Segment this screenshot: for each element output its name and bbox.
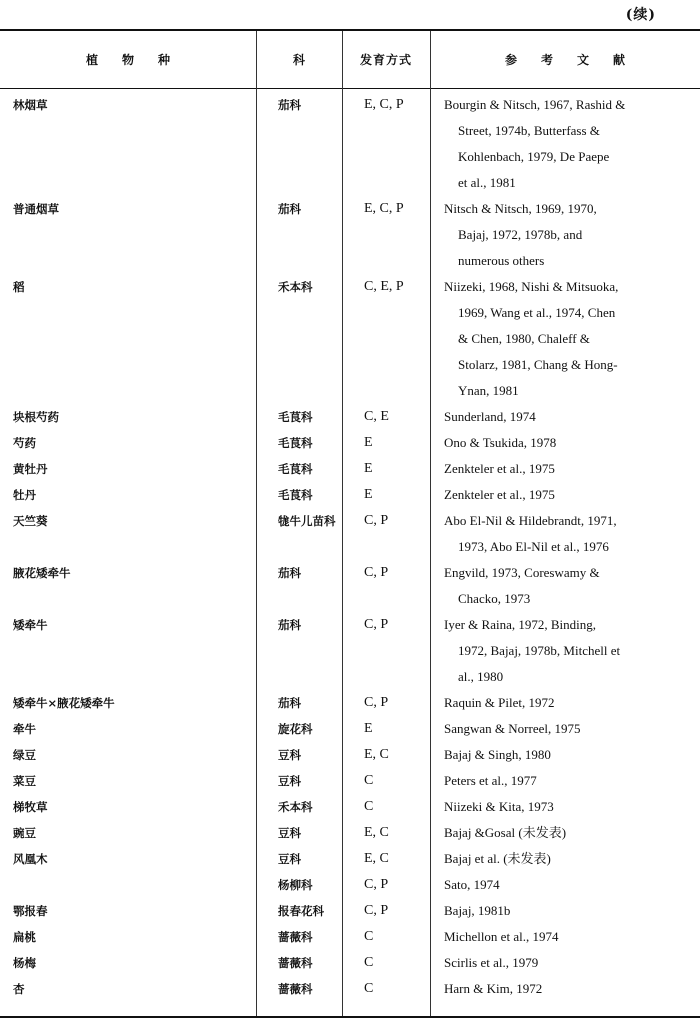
family-cell: 毛茛科 [278, 410, 313, 424]
plant-species-cell: 矮牵牛 [13, 618, 48, 632]
method-cell: C [364, 799, 374, 814]
reference-line: Sangwan & Norreel, 1975 [444, 721, 581, 736]
reference-cell [430, 898, 700, 924]
reference-line: Zenkteler et al., 1975 [444, 487, 555, 502]
reference-line: Abo El-Nil & Hildebrandt, 1971, [444, 513, 617, 528]
family-cell: 豆科 [278, 826, 301, 840]
table-row [0, 92, 700, 196]
table-row [0, 508, 700, 560]
reference-line: Ono & Tsukida, 1978 [444, 435, 557, 450]
method-cell: C, P [364, 565, 389, 580]
method-cell: E, C, P [364, 97, 404, 112]
reference-line: Iyer & Raina, 1972, Binding, [444, 617, 597, 632]
reference-cell [430, 976, 700, 1002]
family-cell: 蔷薇科 [278, 956, 313, 970]
reference-cell [430, 690, 700, 716]
table-row [0, 846, 700, 872]
family-cell: 茄科 [278, 98, 301, 112]
method-cell: C, P [364, 877, 389, 892]
table-body [0, 92, 700, 1002]
plant-species-cell: 块根芍药 [13, 410, 59, 424]
family-cell: 禾本科 [278, 280, 313, 294]
table-row [0, 976, 700, 1002]
method-cell: E [364, 721, 373, 736]
reference-line: 1973, Abo El-Nil et al., 1976 [458, 539, 609, 554]
family-cell: 毛茛科 [278, 436, 313, 450]
table-row [0, 690, 700, 716]
reference-line: Niizeki & Kita, 1973 [444, 799, 554, 814]
method-cell: E [364, 461, 373, 476]
reference-line: Ynan, 1981 [458, 383, 519, 398]
reference-line: 1972, Bajaj, 1978b, Mitchell et [458, 643, 621, 658]
plant-species-cell [0, 872, 256, 898]
plant-species-cell: 菜豆 [13, 774, 36, 788]
plant-species-cell: 梯牧草 [13, 800, 48, 814]
reference-line: Harn & Kim, 1972 [444, 981, 543, 996]
reference-line: Bajaj &Gosal (未发表) [444, 825, 567, 840]
plant-species-cell: 芍药 [13, 436, 36, 450]
reference-cell [430, 482, 700, 508]
table-row [0, 274, 700, 404]
method-cell: E, C, P [364, 201, 404, 216]
family-cell: 豆科 [278, 774, 301, 788]
table-row [0, 404, 700, 430]
family-cell: 茄科 [278, 566, 301, 580]
reference-line: 1969, Wang et al., 1974, Chen [458, 305, 616, 320]
reference-cell [430, 92, 700, 196]
table-row [0, 950, 700, 976]
plant-species-cell: 豌豆 [13, 826, 36, 840]
reference-cell [430, 274, 700, 404]
reference-line: et al., 1981 [458, 175, 516, 190]
reference-line: Kohlenbach, 1979, De Paepe [458, 149, 610, 164]
plant-species-cell: 矮牵牛×腋花矮牵牛 [13, 696, 115, 710]
family-cell: 茄科 [278, 618, 301, 632]
plant-species-cell: 腋花矮牵牛 [13, 566, 71, 580]
family-cell: 牻牛儿苗科 [278, 514, 336, 528]
table-row [0, 456, 700, 482]
table-row [0, 430, 700, 456]
reference-line: Zenkteler et al., 1975 [444, 461, 555, 476]
header-rule [0, 88, 700, 89]
reference-cell [430, 924, 700, 950]
reference-cell [430, 508, 700, 560]
family-cell: 豆科 [278, 852, 301, 866]
method-cell: C [364, 981, 374, 996]
method-cell: C [364, 955, 374, 970]
plant-species-cell: 牵牛 [13, 722, 36, 736]
plant-species-cell: 牡丹 [13, 488, 36, 502]
table-row [0, 820, 700, 846]
table-row [0, 924, 700, 950]
method-cell: C, E, P [364, 279, 404, 294]
method-cell: C [364, 929, 374, 944]
reference-cell [430, 872, 700, 898]
plant-species-cell: 扁桃 [13, 930, 36, 944]
reference-line: Street, 1974b, Butterfass & [458, 123, 600, 138]
method-cell: C, P [364, 695, 389, 710]
table-bottom-rule [0, 1016, 700, 1018]
family-cell: 禾本科 [278, 800, 313, 814]
reference-line: Bajaj et al. (未发表) [444, 851, 551, 866]
reference-cell [430, 612, 700, 690]
continued-label: (续) [625, 7, 656, 23]
reference-cell [430, 846, 700, 872]
reference-line: Bajaj, 1972, 1978b, and [458, 227, 583, 242]
plant-species-cell: 天竺葵 [13, 514, 48, 528]
plant-species-cell: 杏 [13, 982, 25, 996]
reference-cell [430, 742, 700, 768]
table-row [0, 872, 700, 898]
family-cell: 毛茛科 [278, 488, 313, 502]
table-row [0, 196, 700, 274]
reference-line: & Chen, 1980, Chaleff & [458, 331, 590, 346]
family-cell: 茄科 [278, 696, 301, 710]
method-cell: C, P [364, 513, 389, 528]
method-cell: C, P [364, 903, 389, 918]
method-cell: E, C [364, 851, 389, 866]
reference-cell [430, 196, 700, 274]
reference-line: Chacko, 1973 [458, 591, 531, 606]
plant-species-cell: 林烟草 [13, 98, 48, 112]
plant-species-cell: 杨梅 [13, 956, 36, 970]
reference-cell [430, 768, 700, 794]
table-row [0, 482, 700, 508]
reference-line: Niizeki, 1968, Nishi & Mitsuoka, [444, 279, 619, 294]
method-cell: E, C [364, 747, 389, 762]
reference-line: Peters et al., 1977 [444, 773, 537, 788]
reference-line: Scirlis et al., 1979 [444, 955, 539, 970]
plant-species-cell: 黄牡丹 [13, 462, 48, 476]
reference-cell [430, 430, 700, 456]
method-cell: C, P [364, 617, 389, 632]
reference-line: Stolarz, 1981, Chang & Hong- [458, 357, 618, 372]
header-plant-species: 植物种 [85, 53, 194, 67]
family-cell: 报春花科 [278, 904, 324, 918]
reference-line: al., 1980 [458, 669, 504, 684]
reference-cell [430, 820, 700, 846]
reference-line: Engvild, 1973, Coreswamy & [444, 565, 600, 580]
family-cell: 旋花科 [278, 722, 313, 736]
header-family: 科 [292, 53, 305, 67]
reference-line: Raquin & Pilet, 1972 [444, 695, 555, 710]
table-row [0, 560, 700, 612]
family-cell: 茄科 [278, 202, 301, 216]
table-row [0, 898, 700, 924]
reference-line: Sato, 1974 [444, 877, 500, 892]
plant-species-cell: 普通烟草 [13, 202, 59, 216]
family-cell: 蔷薇科 [278, 982, 313, 996]
reference-cell [430, 404, 700, 430]
reference-cell [430, 560, 700, 612]
method-cell: E [364, 487, 373, 502]
method-cell: E [364, 435, 373, 450]
family-cell: 蔷薇科 [278, 930, 313, 944]
method-cell: C [364, 773, 374, 788]
table-row [0, 794, 700, 820]
method-cell: E, C [364, 825, 389, 840]
plant-species-cell: 风凰木 [13, 852, 48, 866]
reference-line: Bajaj, 1981b [444, 903, 511, 918]
reference-line: Bajaj & Singh, 1980 [444, 747, 551, 762]
plant-species-cell: 稻 [13, 280, 25, 294]
reference-cell [430, 716, 700, 742]
reference-line: Michellon et al., 1974 [444, 929, 559, 944]
family-cell: 杨柳科 [278, 878, 313, 892]
family-cell: 毛茛科 [278, 462, 313, 476]
reference-line: Sunderland, 1974 [444, 409, 536, 424]
table-row [0, 612, 700, 690]
family-cell: 豆科 [278, 748, 301, 762]
reference-line: Nitsch & Nitsch, 1969, 1970, [444, 201, 597, 216]
table-row [0, 716, 700, 742]
method-cell: C, E [364, 409, 389, 424]
table-row [0, 768, 700, 794]
table-row [0, 742, 700, 768]
header-references: 参考文献 [504, 53, 649, 67]
reference-cell [430, 950, 700, 976]
reference-line: Bourgin & Nitsch, 1967, Rashid & [444, 97, 626, 112]
reference-cell [430, 794, 700, 820]
reference-line: numerous others [458, 253, 545, 268]
header-development-method: 发育方式 [359, 53, 412, 67]
plant-species-cell: 鄂报春 [13, 904, 48, 918]
reference-cell [430, 456, 700, 482]
plant-species-cell: 绿豆 [13, 748, 36, 762]
